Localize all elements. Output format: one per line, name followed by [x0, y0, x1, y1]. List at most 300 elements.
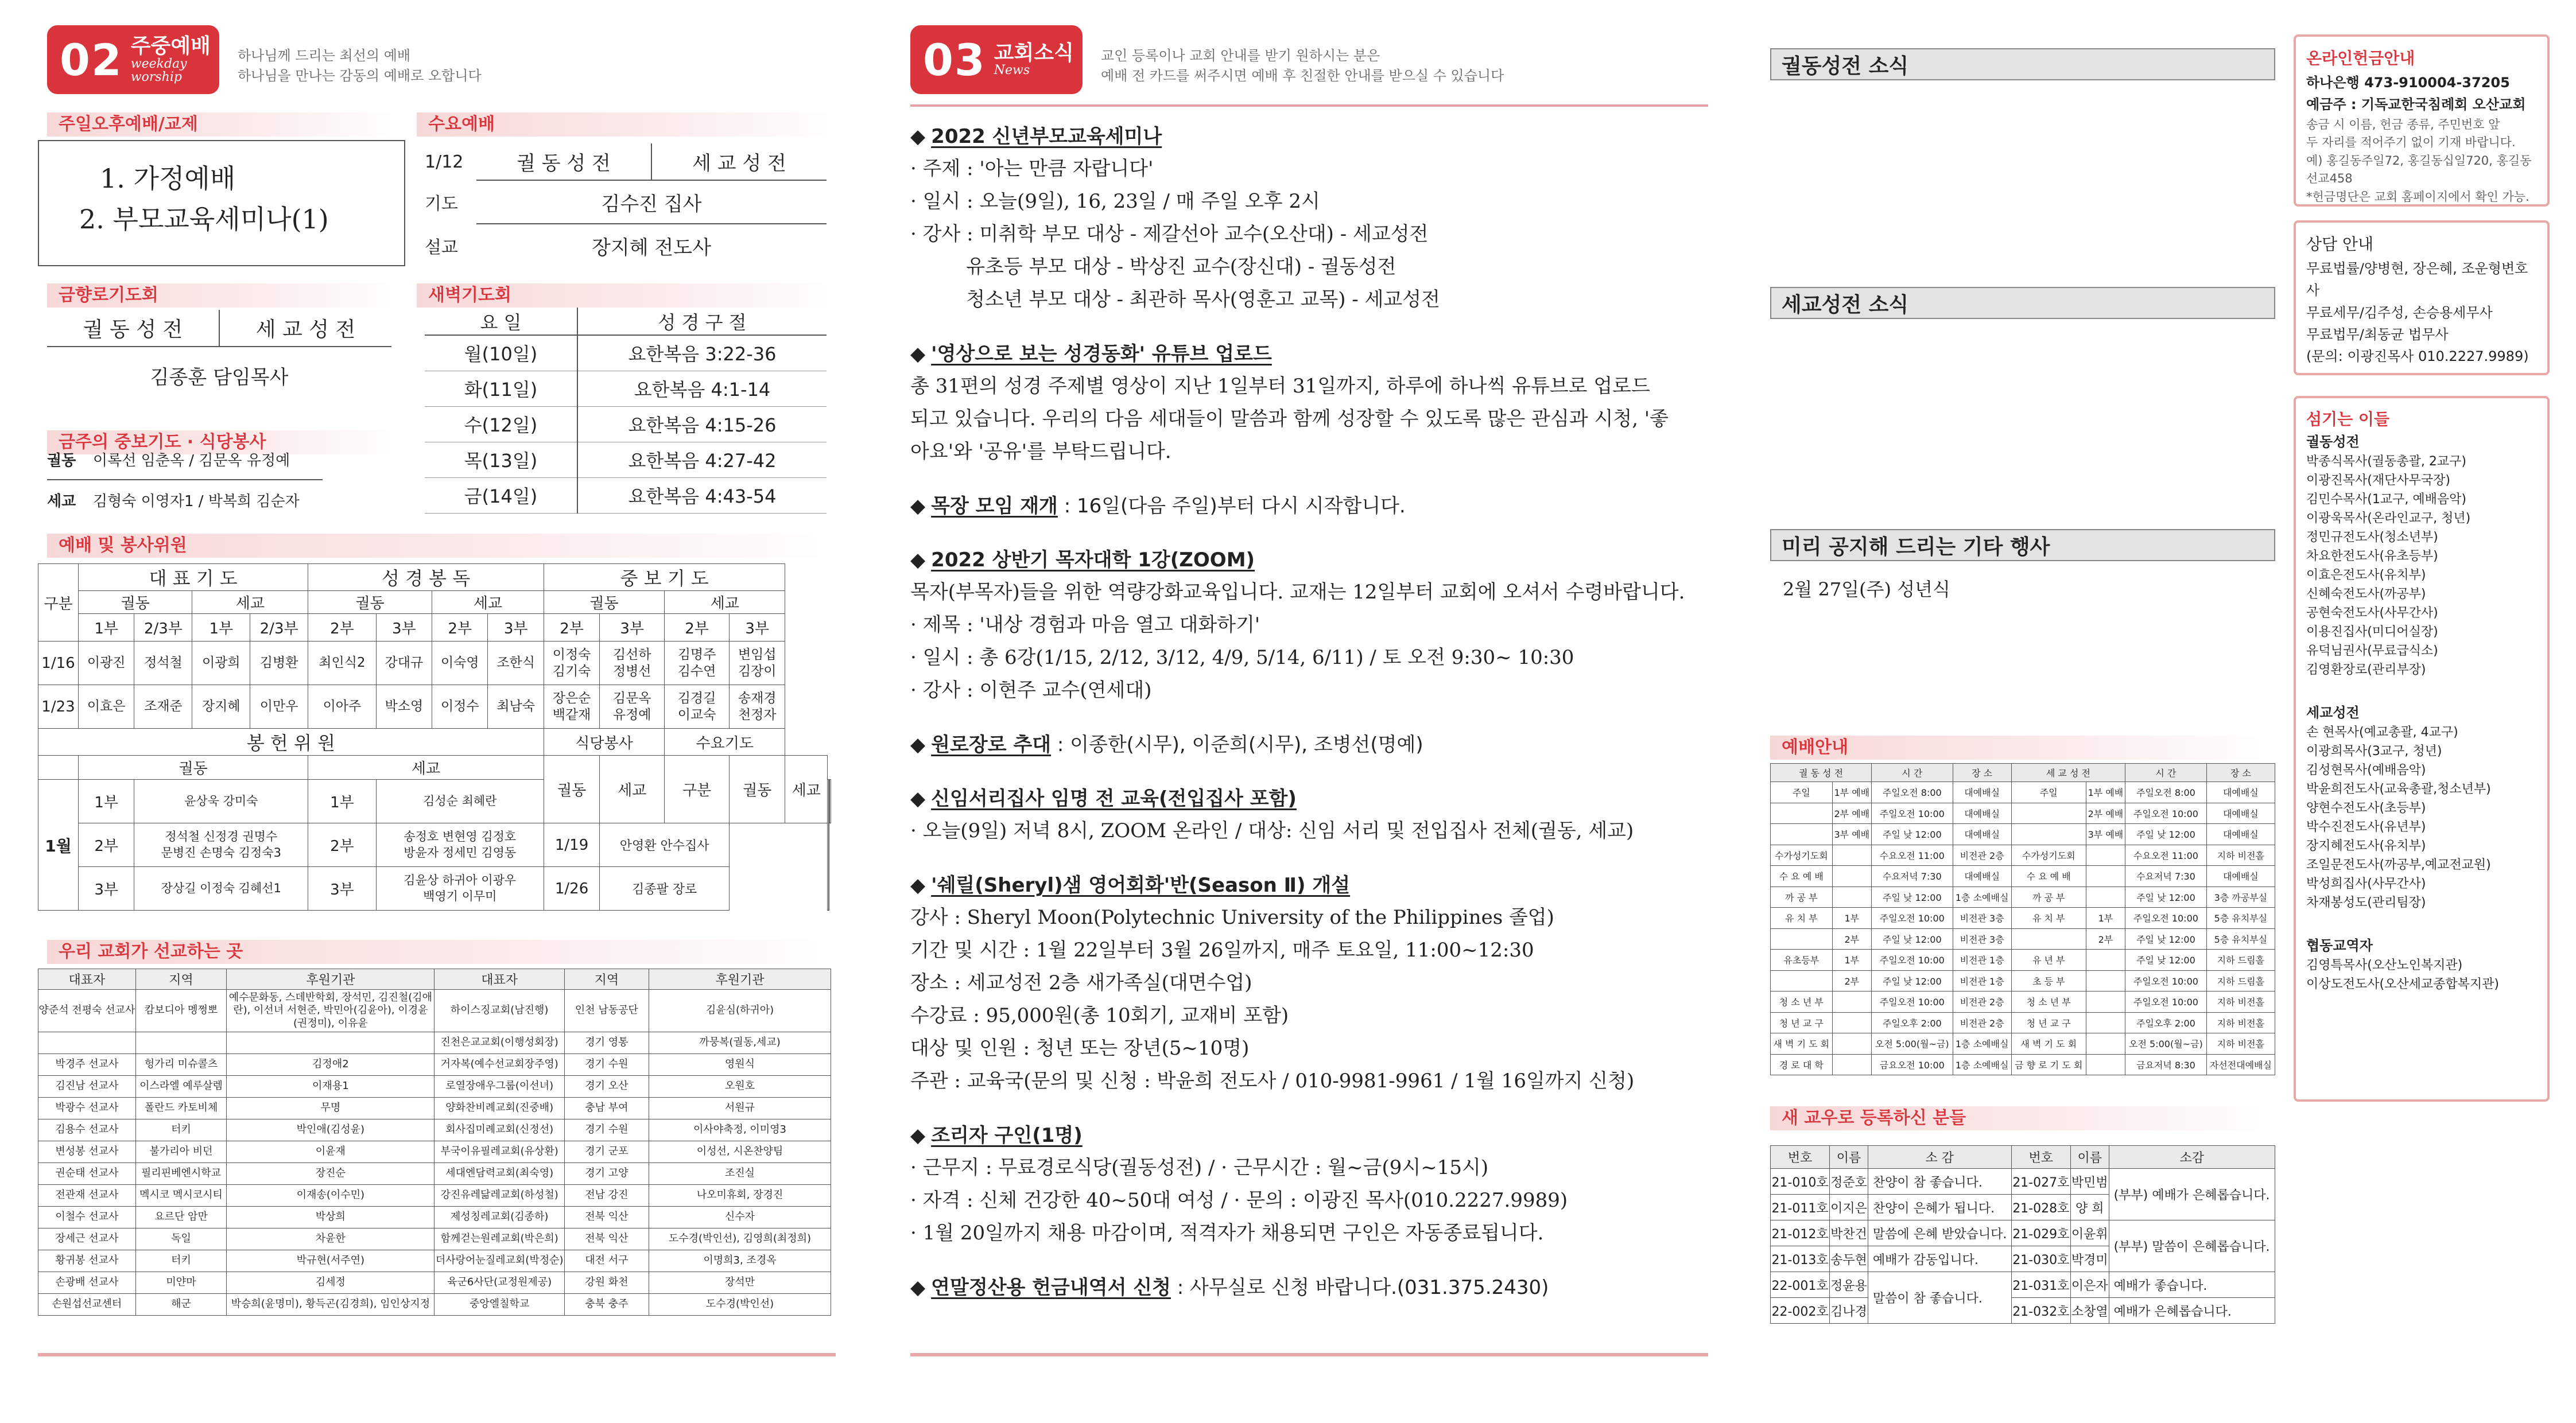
table-row	[38, 1119, 831, 1141]
servants-sg-list	[2306, 723, 2537, 912]
newcomer-name: 정준호	[1830, 1169, 1868, 1195]
worship-guide-cell	[1832, 1012, 1871, 1033]
newcomer-comment: (부부) 말씀이 은혜롭습니다.	[2109, 1220, 2275, 1272]
dawn-table	[425, 308, 827, 514]
news-line: 목자(부목자)들을 위한 역량강화교육입니다. 교재는 12일부터 교회에 오셔서 수령바랍니다.	[910, 581, 1685, 604]
mission-cell: 함께걷는원레교회(박은희)	[434, 1228, 564, 1250]
worship-guide-cell: 1부 예배	[1832, 782, 1871, 803]
intro-line: 교인 등록이나 교회 안내를 받기 원하시는 분은	[1101, 48, 1380, 64]
news-title	[910, 490, 1406, 518]
newcomer-no: 21-013호	[1771, 1246, 1830, 1272]
servant-item: 이상도전도사(오산세교종합복지관)	[2306, 977, 2499, 992]
news-heading: 연말정산용 헌금내역서 신청	[931, 1276, 1171, 1299]
mission-cell: 김진남 선교사	[38, 1076, 136, 1098]
table-row	[38, 1076, 831, 1098]
worship-guide-header: 장 소	[2206, 764, 2275, 782]
worship-guide-cell	[1771, 824, 1833, 845]
worship-guide-cell: 5층 유치부실	[2206, 928, 2275, 950]
table-row	[1771, 845, 2275, 866]
worship-guide-cell: 오전 5:00(월~금)	[2125, 1033, 2207, 1055]
servant-item: 박수진전도사(유년부)	[2306, 820, 2426, 834]
mission-cell: 오원호	[649, 1076, 831, 1098]
wed-sermon: 장지혜 전도사	[592, 236, 711, 259]
servant-item: 유덕님권사(무료급식소)	[2306, 644, 2438, 658]
worship-guide-header: 궐 동 성 전	[1771, 764, 1872, 782]
worship-guide-cell	[2086, 1054, 2125, 1075]
counsel-line: 무료법률/양병현, 장은혜, 조운형변호사	[2306, 260, 2528, 299]
worship-guide-cell	[1771, 928, 1833, 950]
servant-item: 이광희목사(3교구, 청년)	[2306, 744, 2442, 759]
mission-cell: 제성칭레교회(김종하)	[434, 1207, 564, 1228]
servant-item: 이광진목사(재단사무국장)	[2306, 473, 2450, 488]
counsel-box	[2294, 220, 2550, 375]
service-slot-header: 2/3부	[250, 614, 308, 641]
worship-guide-cell: 주일	[1771, 782, 1833, 803]
section-number: 03	[923, 34, 986, 85]
service-sub-header: 궐동	[544, 591, 664, 614]
worship-guide-cell: 청 년 교 구	[1771, 1012, 1833, 1033]
mission-cell: 이윤재	[227, 1141, 434, 1163]
section-title: 교회소식	[994, 41, 1074, 65]
mission-cell: 손원섭선교센터	[38, 1294, 136, 1316]
mission-cell: 폴란드 카토비체	[135, 1098, 226, 1119]
service-sub-header: 세교	[665, 591, 785, 614]
section-badge-02	[47, 25, 219, 94]
wedp-person: 김종팔 장로	[600, 867, 730, 911]
table-row	[425, 477, 827, 513]
diamond-icon: ◆	[910, 549, 926, 571]
mission-cell: 충남 부여	[564, 1098, 649, 1119]
mission-cell: 불가리아 비던	[135, 1141, 226, 1163]
weekly-table	[47, 440, 323, 520]
service-slot-header: 3부	[600, 614, 665, 641]
mission-cell: 경기 고양	[564, 1163, 649, 1185]
service-slot-header: 3부	[488, 614, 544, 641]
mission-cell: 김윤심(하귀아)	[649, 990, 831, 1032]
section-subtitle-en: weekday worship	[130, 56, 187, 84]
news-line: · 강사 : 이현주 교수(연세대)	[910, 679, 1152, 702]
worship-guide-cell: 주일오전 10:00	[1872, 992, 1953, 1013]
newcomer-name: 양 희	[2070, 1195, 2109, 1220]
worship-guide-cell: 비전관 2층	[1953, 992, 2011, 1013]
worship-guide-cell: 주일 낮 12:00	[1872, 824, 1953, 845]
worship-guide-cell: 1부	[1832, 950, 1871, 971]
worship-guide-cell: 주일 낮 12:00	[2125, 824, 2207, 845]
news-line: · 주제 : '아는 만큼 자랍니다'	[910, 157, 1154, 180]
mission-cell: 전북 익산	[564, 1228, 649, 1250]
service-person: 이숙영	[432, 641, 488, 685]
mission-header: 지역	[564, 969, 649, 990]
mission-cell: 이스라엘 예루살렘	[135, 1076, 226, 1098]
wedp-title: 수요기도	[665, 729, 785, 756]
worship-guide-cell: 새 벽 기 도 회	[2011, 1033, 2086, 1055]
newcomer-name: 소창열	[2070, 1298, 2109, 1324]
newcomers-title: 새 교우로 등록하신 분들	[1770, 1106, 2275, 1130]
friday-title: 금향로기도회	[47, 283, 403, 308]
mission-cell: 김세정	[227, 1272, 434, 1294]
mission-cell: 경기 영통	[564, 1032, 649, 1054]
offer-gd-people: 장상길 이정숙 김혜선1	[134, 867, 308, 911]
newcomers-header: 이름	[2070, 1146, 2109, 1169]
newcomer-comment: (부부) 예배가 은혜롭습니다.	[2109, 1169, 2275, 1220]
dawn-day: 월(10일)	[425, 335, 577, 371]
worship-guide-cell	[1832, 845, 1871, 866]
mission-cell: 해군	[135, 1294, 226, 1316]
mission-cell: 예수문화동, 스데반학회, 장석민, 김진철(김애란), 이선녀 서현준, 박민아(김윤아), 이경윤(권정미), 이유윤	[227, 990, 434, 1032]
worship-guide-cell	[1832, 866, 1871, 887]
sunday-pm-title: 주일오후예배/교제	[47, 112, 403, 137]
service-sub-header: 궐동	[79, 591, 192, 614]
worship-guide-cell: 수요오전 11:00	[1872, 845, 1953, 866]
news-heading: '영상으로 보는 성경동화' 유튜브 업로드	[931, 343, 1272, 366]
servant-item: 공현숙전도사(사무간사)	[2306, 606, 2438, 620]
wed-sermon-label: 설교	[425, 238, 458, 258]
service-gubun: 구분	[38, 564, 79, 641]
worship-guide-header: 세 교 성 전	[2011, 764, 2125, 782]
worship-guide-cell: 경 로 대 학	[1771, 1054, 1833, 1075]
mission-cell: 독일	[135, 1228, 226, 1250]
wed-prayer-label: 기도	[425, 194, 458, 214]
weekly-title: 금주의 중보기도 · 식당봉사	[47, 430, 403, 454]
worship-guide-cell: 3부 예배	[1832, 824, 1871, 845]
table-row	[425, 442, 827, 477]
news-line: · 일시 : 총 6강(1/15, 2/12, 3/12, 4/9, 5/14, 6/11) / 토 오전 9:30~ 10:30	[910, 646, 1574, 669]
spacer	[38, 756, 79, 780]
worship-guide-cell: 주일오전 10:00	[1872, 950, 1953, 971]
news-heading: 2022 신년부모교육세미나	[931, 125, 1162, 148]
diamond-icon: ◆	[910, 343, 926, 366]
table-row	[38, 1250, 831, 1272]
service-slot-header: 2부	[308, 614, 376, 641]
mission-cell	[227, 1032, 434, 1054]
service-person: 김선하 정병선	[600, 641, 665, 685]
service-person: 김병환	[250, 641, 308, 685]
worship-guide-cell: 수가성기도회	[1771, 845, 1833, 866]
servants-box	[2294, 396, 2550, 1102]
news-tail: : 이종한(시무), 이준희(시무), 조병선(명예)	[1051, 733, 1423, 756]
counsel-title: 상담 안내	[2306, 235, 2374, 254]
mission-cell: 이철수 선교사	[38, 1207, 136, 1228]
worship-guide-cell: 대예배실	[2206, 866, 2275, 887]
newcomer-name: 박경미	[2070, 1246, 2109, 1272]
mission-cell: 회사집미례교회(신정선)	[434, 1119, 564, 1141]
worship-guide-cell: 까 공 부	[1771, 887, 1833, 908]
gd-news-header: 궐동성전 소식	[1770, 48, 2275, 80]
news-line: 청소년 부모 대상 - 최관하 목사(영훈고 교목) - 세교성전	[910, 288, 1440, 311]
weekly-r1: 이록선 임춘옥 / 김문옥 유정예	[93, 452, 290, 469]
worship-guide-cell: 주일오전 8:00	[2125, 782, 2207, 803]
news-line: · 근무지 : 무료경로식당(궐동성전) / · 근무시간 : 월~금(9시~15시)	[910, 1156, 1489, 1179]
worship-guide-cell: 수가성기도회	[2011, 845, 2086, 866]
offer-sg-people: 김윤상 하귀아 이광우 백영기 이무미	[376, 867, 544, 911]
worship-guide-cell: 수요오전 11:00	[2125, 845, 2207, 866]
newcomer-no: 22-001호	[1771, 1272, 1830, 1298]
diamond-icon: ◆	[910, 733, 926, 756]
mission-cell: 헝가리 미슈콜츠	[135, 1054, 226, 1076]
news-line: 기간 및 시간 : 1월 22일부터 3월 26일까지, 매주 토요일, 11:00~12:30	[910, 939, 1534, 962]
mission-cell: 전북 익산	[564, 1207, 649, 1228]
news-heading: 신임서리집사 임명 전 교육(전입집사 포함)	[931, 787, 1297, 810]
newcomer-comment: 예배가 좋습니다.	[2109, 1272, 2275, 1298]
table-row	[38, 1228, 831, 1250]
worship-guide-cell	[2086, 970, 2125, 992]
counsel-line: (문의: 이광진목사 010.2227.9989)	[2306, 348, 2529, 365]
etc-item: 2월 27일(주) 성년식	[1783, 578, 1950, 600]
worship-guide-cell: 오전 5:00(월~금)	[1872, 1033, 1953, 1055]
worship-guide-cell: 청 년 교 구	[2011, 1012, 2086, 1033]
worship-guide-cell: 비전관 1층	[1953, 970, 2011, 992]
newcomer-no: 21-011호	[1771, 1195, 1830, 1220]
table-row	[425, 406, 827, 442]
table-row	[1771, 908, 2275, 929]
servant-item: 양현수전도사(초등부)	[2306, 801, 2426, 815]
mission-header: 후원기관	[649, 969, 831, 990]
newcomer-no: 21-030호	[2011, 1246, 2070, 1272]
servant-item: 이효은전도사(유치부)	[2306, 568, 2426, 582]
dawn-h2: 성 경 구 절	[658, 311, 747, 333]
table-row	[38, 990, 831, 1032]
mission-cell: 까뭉복(궐동,세교)	[649, 1032, 831, 1054]
online-offering-box	[2294, 34, 2550, 207]
weekly-r2: 김형숙 이영자1 / 박복희 김순자	[93, 493, 300, 510]
mission-cell: 장석만	[649, 1272, 831, 1294]
mission-cell: 필리핀베엔시학교	[135, 1163, 226, 1185]
mission-cell: 강원 화천	[564, 1272, 649, 1294]
wednesday-title: 수요예배	[417, 112, 841, 137]
dawn-verse: 요한복음 4:1-14	[634, 379, 771, 401]
section-title: 주중예배	[130, 34, 211, 58]
worship-guide-cell: 3부 예배	[2086, 824, 2125, 845]
worship-guide-cell: 청 소 년 부	[2011, 992, 2086, 1013]
service-person: 김경길 이교숙	[665, 685, 730, 729]
worship-guide-cell: 2부	[2086, 928, 2125, 950]
mission-cell	[135, 1032, 226, 1054]
servants-title: 섬기는 이들	[2306, 410, 2389, 429]
news-tail: : 16일(다음 주일)부터 다시 시작합니다.	[1057, 495, 1406, 518]
worship-guide-cell: 지하 비전홀	[2206, 845, 2275, 866]
counsel-line: 무료법무/최동균 법무사	[2306, 326, 2449, 343]
service-person: 이아주	[308, 685, 376, 729]
table-row	[1771, 950, 2275, 971]
mission-cell: 도수경(박인선), 김영희(최정희)	[649, 1228, 831, 1250]
service-person: 조한식	[488, 641, 544, 685]
service-table	[38, 563, 831, 911]
mission-cell: 양준석 전평숙 선교사	[38, 990, 136, 1032]
newcomer-name: 이은자	[2070, 1272, 2109, 1298]
news-title	[910, 120, 1162, 149]
weekly-r1-label: 궐동	[47, 452, 76, 469]
news-title	[910, 1119, 1083, 1148]
table-row	[1771, 928, 2275, 950]
worship-guide-cell: 주일오후 2:00	[1872, 1012, 1953, 1033]
newcomer-name: 정윤용	[1830, 1272, 1868, 1298]
wed-col1: 궐 동 성 전	[476, 143, 651, 180]
friday-leader: 김종훈 담임목사	[150, 366, 289, 389]
mission-cell: 멕시코 멕시코시티	[135, 1185, 226, 1207]
section-intro	[1101, 46, 1504, 86]
worship-guide-cell: 수 요 예 배	[1771, 866, 1833, 887]
mission-cell: 김용수 선교사	[38, 1119, 136, 1141]
mission-cell: 육군6사단(교정원제공)	[434, 1272, 564, 1294]
worship-guide-cell: 주일 낮 12:00	[1872, 887, 1953, 908]
dawn-day: 화(11일)	[425, 371, 577, 406]
worship-guide-cell: 유 치 부	[2011, 908, 2086, 929]
mission-cell: 대전 서구	[564, 1250, 649, 1272]
bottom-rule	[38, 1353, 836, 1356]
worship-guide-cell	[2086, 992, 2125, 1013]
newcomer-name: 송두현	[1830, 1246, 1868, 1272]
mission-cell: 충북 충주	[564, 1294, 649, 1316]
online-title: 온라인헌금안내	[2306, 49, 2415, 68]
newcomer-no: 21-027호	[2011, 1169, 2070, 1195]
service-sub-header: 세교	[192, 591, 308, 614]
service-person: 김명주 김수연	[665, 641, 730, 685]
worship-guide-cell: 금요오전 10:00	[1872, 1054, 1953, 1075]
newcomer-no: 21-010호	[1771, 1169, 1830, 1195]
newcomer-name: 이지은	[1830, 1195, 1868, 1220]
worship-guide-cell	[2011, 824, 2086, 845]
service-person: 장지혜	[192, 685, 250, 729]
servant-item: 차재봉성도(관리팀장)	[2306, 896, 2426, 910]
wedp-gubun-header: 구분	[665, 756, 730, 823]
mission-cell: 캄보디아 멩쩡뽀	[135, 990, 226, 1032]
offer-part: 1부	[79, 780, 134, 823]
table-row	[1771, 1298, 2275, 1324]
news-title	[910, 729, 1423, 757]
service-slot-header: 1부	[192, 614, 250, 641]
table-row	[38, 1098, 831, 1119]
table-row	[1771, 1169, 2275, 1195]
service-person: 이정숙 김기숙	[544, 641, 599, 685]
newcomer-name: 박민범	[2070, 1169, 2109, 1195]
dawn-verse: 요한복음 3:22-36	[628, 343, 777, 366]
worship-guide-cell: 주일오전 10:00	[2125, 970, 2207, 992]
worship-guide-cell: 1층 소예배실	[1953, 1054, 2011, 1075]
worship-guide-cell	[2011, 928, 2086, 950]
worship-guide-cell: 수요저녁 7:30	[2125, 866, 2207, 887]
intro-line: 예배 전 카드를 써주시면 예배 후 친절한 안내를 받으실 수 있습니다	[1101, 67, 1504, 84]
news-line: · 자격 : 신체 건강한 40~50대 여성 / · 문의 : 이광진 목사(010.2227.9989)	[910, 1189, 1568, 1212]
service-person: 최인식2	[308, 641, 376, 685]
mission-cell: 강진유레닮레교회(하성철)	[434, 1185, 564, 1207]
mission-cell: 박경주 선교사	[38, 1054, 136, 1076]
news-title	[910, 869, 1350, 897]
mission-cell: 미얀마	[135, 1272, 226, 1294]
dawn-title: 새벽기도회	[417, 283, 841, 308]
service-slot-header: 2부	[544, 614, 599, 641]
worship-guide-cell: 지하 비전홀	[2206, 1033, 2275, 1055]
news-heading: 목장 모임 재개	[931, 495, 1058, 518]
bottom-rule	[910, 1353, 1708, 1356]
servant-item: 정민규전도사(청소년부)	[2306, 530, 2438, 545]
worship-guide-cell: 금 향 로 기 도 회	[2011, 1054, 2086, 1075]
worship-guide-cell: 유초등부	[1771, 950, 1833, 971]
mission-cell: 손광배 선교사	[38, 1272, 136, 1294]
service-g3: 중 보 기 도	[544, 564, 785, 591]
service-person: 이광진	[79, 641, 134, 685]
newcomer-no: 21-029호	[2011, 1220, 2070, 1246]
worship-guide-cell	[1771, 803, 1833, 824]
worship-guide-cell	[2086, 866, 2125, 887]
newcomer-no: 22-002호	[1771, 1298, 1830, 1324]
worship-guide-cell	[1832, 887, 1871, 908]
mission-cell: 전관재 선교사	[38, 1185, 136, 1207]
worship-guide-cell: 지하 드림홀	[2206, 950, 2275, 971]
mission-cell: 양화찬비례교회(진중배)	[434, 1098, 564, 1119]
mission-header: 대표자	[38, 969, 136, 990]
worship-guide-cell	[1832, 1054, 1871, 1075]
worship-guide-cell	[1832, 992, 1871, 1013]
mission-cell: 이재송(이수민)	[227, 1185, 434, 1207]
newcomer-no: 21-031호	[2011, 1272, 2070, 1298]
newcomer-comment: 말씀에 은혜 받았습니다.	[1868, 1220, 2011, 1246]
mission-cell: 박인애(김성윤)	[227, 1119, 434, 1141]
newcomer-comment: 찬양이 참 좋습니다.	[1868, 1169, 2011, 1195]
worship-guide-cell	[1771, 970, 1833, 992]
wed-prayer: 김수진 집사	[476, 180, 827, 224]
worship-guide-cell: 2부 예배	[1832, 803, 1871, 824]
news-line: 유초등 부모 대상 - 박상진 교수(장신대) - 궐동성전	[910, 255, 1396, 278]
worship-guide-cell	[2011, 803, 2086, 824]
newcomers-header: 번호	[1771, 1146, 1830, 1169]
news-line: · 1월 20일까지 채용 마감이며, 적격자가 채용되면 구인은 자동종료됩니다.	[910, 1222, 1544, 1245]
offer-gd-header: 궐동	[79, 756, 308, 780]
mission-cell: 김정애2	[227, 1054, 434, 1076]
worship-guide-cell	[2086, 950, 2125, 971]
worship-guide-cell: 지하 드림홀	[2206, 970, 2275, 992]
news-line: 대상 및 인원 : 청년 또는 장년(5~10명)	[910, 1037, 1250, 1060]
worship-guide-cell: 대예배실	[2206, 824, 2275, 845]
servant-item: 이용진집사(미디어실장)	[2306, 625, 2438, 639]
service-date: 1/16	[38, 641, 79, 685]
mission-cell: 세대엔담력교회(최숙영)	[434, 1163, 564, 1185]
servant-item: 박윤희전도사(교육총괄,청소년부)	[2306, 782, 2491, 796]
table-row	[1771, 1033, 2275, 1055]
servant-item: 김민수목사(1교구, 예배음악)	[2306, 492, 2466, 507]
table-row	[1771, 803, 2275, 824]
diamond-icon: ◆	[910, 874, 926, 897]
table-row	[1771, 1220, 2275, 1246]
news-line: 수강료 : 95,000원(총 10회기, 교재비 포함)	[910, 1004, 1289, 1027]
meal-sg-header: 세교	[600, 756, 665, 823]
mission-cell: 도수경(박인선)	[649, 1294, 831, 1316]
worship-guide-cell: 주일 낮 12:00	[1872, 928, 1953, 950]
online-line: 하나은행 473-910004-37205	[2306, 74, 2510, 91]
counsel-line: 무료세무/김주성, 손승용세무사	[2306, 304, 2493, 321]
sunday-pm-box	[38, 140, 405, 266]
worship-guide-cell: 수 요 예 배	[2011, 866, 2086, 887]
service-title: 예배 및 봉사위원	[47, 534, 845, 558]
service-person: 이효은	[79, 685, 134, 729]
table-row	[38, 1207, 831, 1228]
worship-guide-cell: 대예배실	[1953, 803, 2011, 824]
mission-cell: 이재용1	[227, 1076, 434, 1098]
news-heading: 원로장로 추대	[931, 733, 1052, 756]
table-row	[38, 1163, 831, 1185]
service-person: 조재준	[134, 685, 192, 729]
servants-coop-list	[2306, 956, 2537, 994]
news-title	[910, 1272, 1549, 1300]
worship-guide-cell: 주일오후 2:00	[2125, 1012, 2207, 1033]
newcomer-comment: 예배가 은혜롭습니다.	[2109, 1298, 2275, 1324]
newcomers-header: 번호	[2011, 1146, 2070, 1169]
online-line: 송금 시 이름, 헌금 종류, 주민번호 앞	[2306, 117, 2500, 131]
news-line: 주관 : 교육국(문의 및 신청 : 박윤희 전도사 / 010-9981-9961 / 1월 16일까지 신청)	[910, 1070, 1635, 1092]
worship-guide-cell: 유 년 부	[2011, 950, 2086, 971]
newcomer-no: 21-028호	[2011, 1195, 2070, 1220]
newcomer-name: 이윤휘	[2070, 1220, 2109, 1246]
news-title	[910, 544, 1255, 572]
